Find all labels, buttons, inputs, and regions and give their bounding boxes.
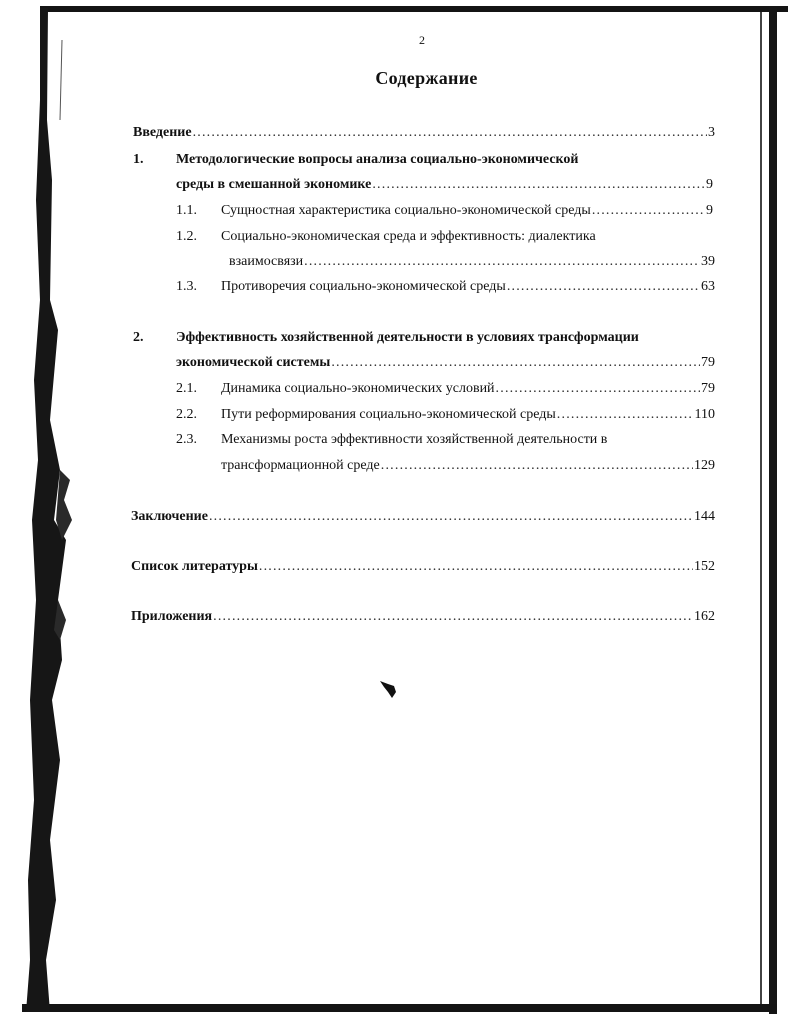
toc-label: среды в смешанной экономике	[176, 177, 372, 192]
scan-border-right-inner	[760, 12, 762, 1012]
toc-leader-dots	[496, 380, 700, 398]
toc-entry-section-2-1[interactable]	[176, 380, 715, 398]
toc-page: 3	[708, 125, 715, 140]
toc-page: 9	[706, 203, 713, 218]
toc-label: трансформационной среде	[221, 458, 380, 473]
toc-leader-dots	[193, 124, 707, 142]
toc-label: Пути реформирования социально-экономической среды	[221, 407, 556, 422]
toc-leader-dots	[259, 558, 693, 576]
toc-number: 1.2.	[176, 229, 197, 244]
toc-leader-dots	[592, 202, 705, 220]
toc-label: Механизмы роста эффективности хозяйственной деятельности в	[221, 432, 608, 447]
page-number: 2	[419, 33, 425, 47]
toc-label: Социально-экономическая среда и эффективность: диалектика	[221, 229, 596, 244]
toc-leader-dots	[331, 354, 700, 372]
toc-entry-introduction[interactable]	[133, 124, 715, 142]
page-title: Содержание	[375, 68, 478, 88]
toc-entry-chapter-2-title[interactable]	[133, 329, 639, 347]
toc-page: 39	[701, 254, 715, 269]
toc-page: 162	[694, 609, 715, 624]
toc-entry-section-2-3[interactable]	[221, 457, 715, 475]
toc-entry-section-1-3[interactable]	[176, 278, 715, 296]
toc-label: Эффективность хозяйственной деятельности в условиях трансформации	[176, 330, 639, 345]
toc-number: 2.3.	[176, 432, 197, 447]
toc-leader-dots	[507, 278, 700, 296]
toc-label: Заключение	[131, 509, 208, 524]
toc-page: 63	[701, 279, 715, 294]
toc-entry-conclusion[interactable]	[131, 508, 715, 526]
toc-label: Противоречия социально-экономической среды	[221, 279, 506, 294]
toc-leader-dots	[557, 406, 694, 424]
toc-number: 2.2.	[176, 407, 197, 422]
toc-entry-appendices[interactable]	[131, 608, 715, 626]
toc-page: 79	[701, 381, 715, 396]
toc-page: 110	[694, 407, 715, 422]
toc-number: 1.3.	[176, 279, 197, 294]
toc-leader-dots	[209, 508, 693, 526]
scan-torn-left-edge	[0, 0, 80, 1021]
toc-leader-dots	[304, 253, 700, 271]
toc-number: 2.	[133, 330, 144, 345]
toc-number: 2.1.	[176, 381, 197, 396]
scan-artifact-mark	[378, 678, 402, 702]
toc-number: 1.	[133, 152, 144, 167]
toc-entry-references[interactable]	[131, 558, 715, 576]
toc-label: Динамика социально-экономических условий	[221, 381, 495, 396]
scan-border-top	[40, 6, 788, 12]
toc-label: Методологические вопросы анализа социально-экономической	[176, 152, 579, 167]
toc-label: Введение	[133, 125, 192, 140]
toc-page: 152	[694, 559, 715, 574]
toc-page: 144	[694, 509, 715, 524]
scan-border-bottom	[22, 1004, 777, 1012]
toc-label: Сущностная характеристика социально-экономической среды	[221, 203, 591, 218]
toc-page: 129	[694, 458, 715, 473]
toc-entry-section-1-2-title[interactable]	[176, 228, 596, 246]
toc-label: экономической системы	[176, 355, 331, 370]
toc-entry-chapter-1-title[interactable]	[133, 151, 578, 169]
toc-entry-chapter-2[interactable]	[176, 354, 715, 372]
toc-label: Приложения	[131, 609, 213, 624]
toc-leader-dots	[213, 608, 693, 626]
toc-leader-dots	[381, 457, 693, 475]
toc-entry-section-1-2[interactable]	[229, 253, 715, 271]
toc-leader-dots	[372, 176, 705, 194]
toc-label: Список литературы	[131, 559, 258, 574]
toc-entry-section-2-2[interactable]	[176, 406, 715, 424]
toc-label: взаимосвязи	[229, 254, 304, 269]
toc-entry-chapter-1[interactable]	[176, 176, 713, 194]
toc-page: 79	[701, 355, 715, 370]
toc-entry-section-2-3-title[interactable]	[176, 431, 607, 449]
toc-entry-section-1-1[interactable]	[176, 202, 713, 220]
toc-page: 9	[706, 177, 713, 192]
toc-number: 1.1.	[176, 203, 197, 218]
scan-border-right	[769, 6, 777, 1014]
